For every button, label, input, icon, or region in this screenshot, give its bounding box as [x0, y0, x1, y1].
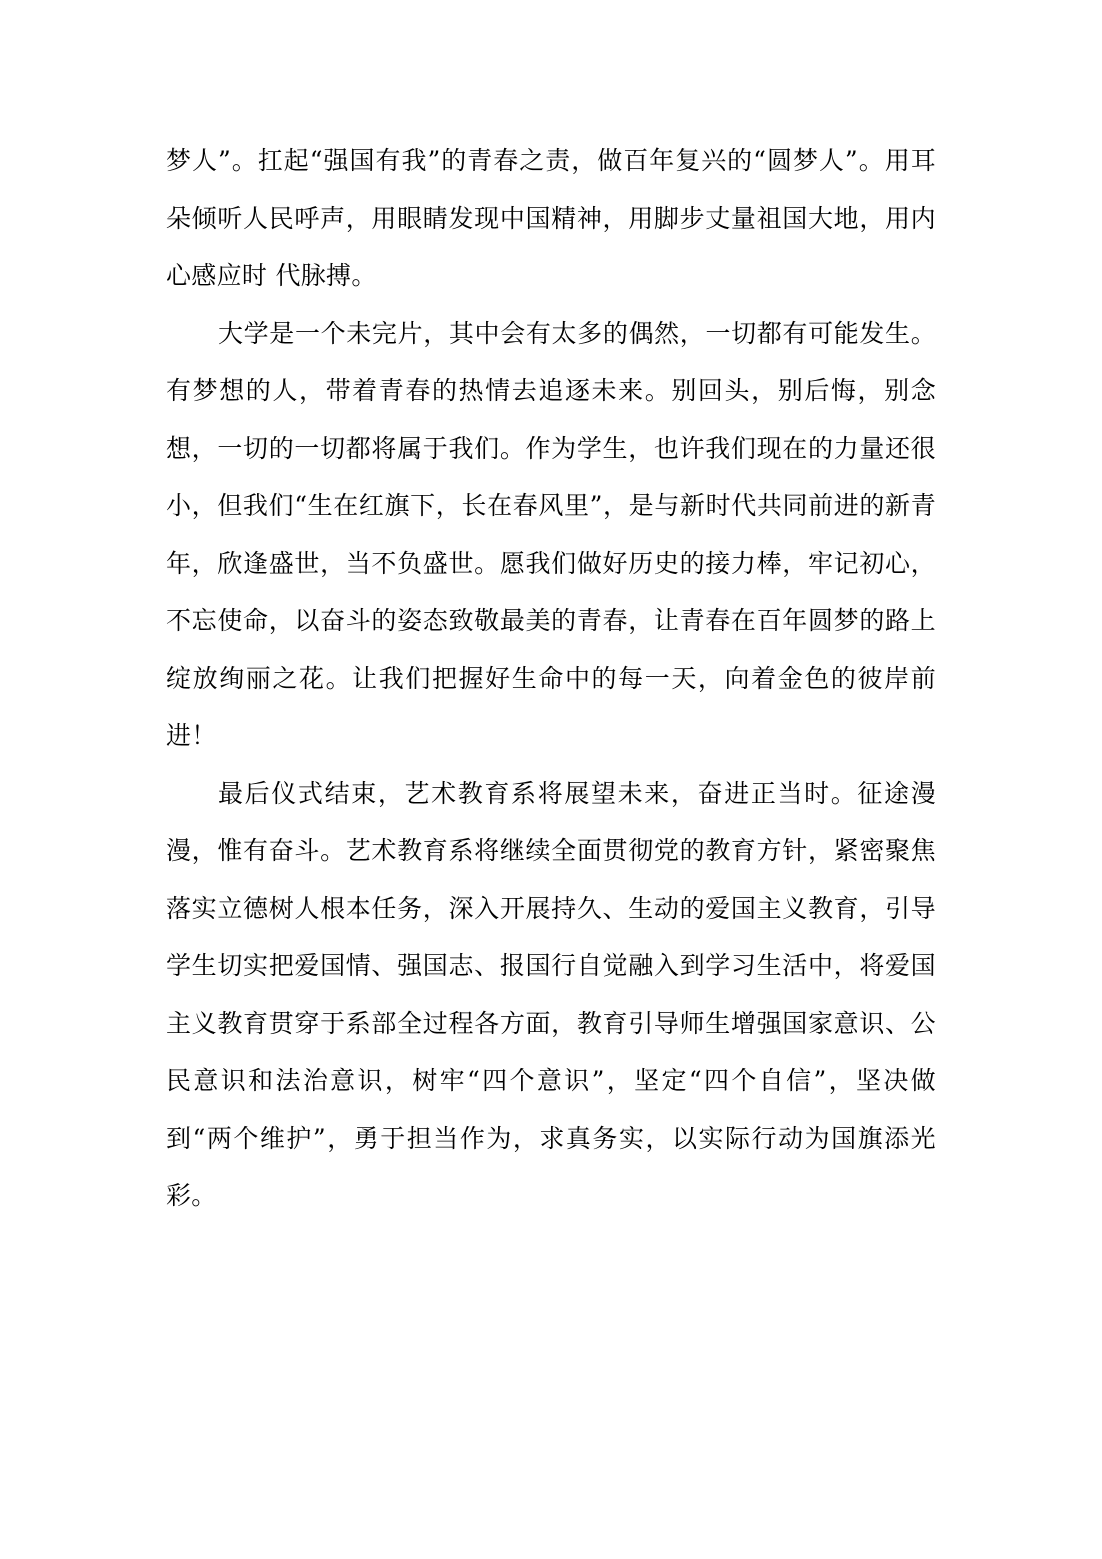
paragraph-university: 大学是一个未完片，其中会有太多的偶然，一切都有可能发生。有梦想的人，带着青春的热情去追逐未来。别回头，别后悔，别念想，一切的一切都将属于我们。作为学生，也许我们现在的力量还很小，但我们“生在红旗下，长在春风里”，是与新时代共同前进的新青年，欣逢盛世，当不负盛世。愿我们做好历史的接力棒，牢记初心，不忘使命，以奋斗的姿态致敬最美的青春，让青春在百年圆梦的路上绽放绚丽之花。让我们把握好生命中的每一天，向着金色的彼岸前进！	[166, 318, 936, 750]
paragraph-continuation: 梦人”。扛起“强国有我”的青春之责，做百年复兴的“圆梦人”。用耳朵倾听人民呼声，用眼睛发现中国精神，用脚步丈量祖国大地，用内心感应时 代脉搏。	[166, 146, 936, 290]
document-body	[166, 132, 936, 1225]
paragraph-conclusion: 最后仪式结束，艺术教育系将展望未来，奋进正当时。征途漫漫，惟有奋斗。艺术教育系将继续全面贯彻党的教育方针，紧密聚焦落实立德树人根本任务，深入开展持久、生动的爱国主义教育，引导学生切实把爱国情、强国志、报国行自觉融入到学习生活中，将爱国主义教育贯穿于系部全过程各方面，教育引导师生增强国家意识、公民意识和法治意识，树牢“四个意识”，坚定“四个自信”，坚决做到“两个维护”，勇于担当作为，求真务实，以实际行动为国旗添光彩。	[166, 778, 936, 1210]
